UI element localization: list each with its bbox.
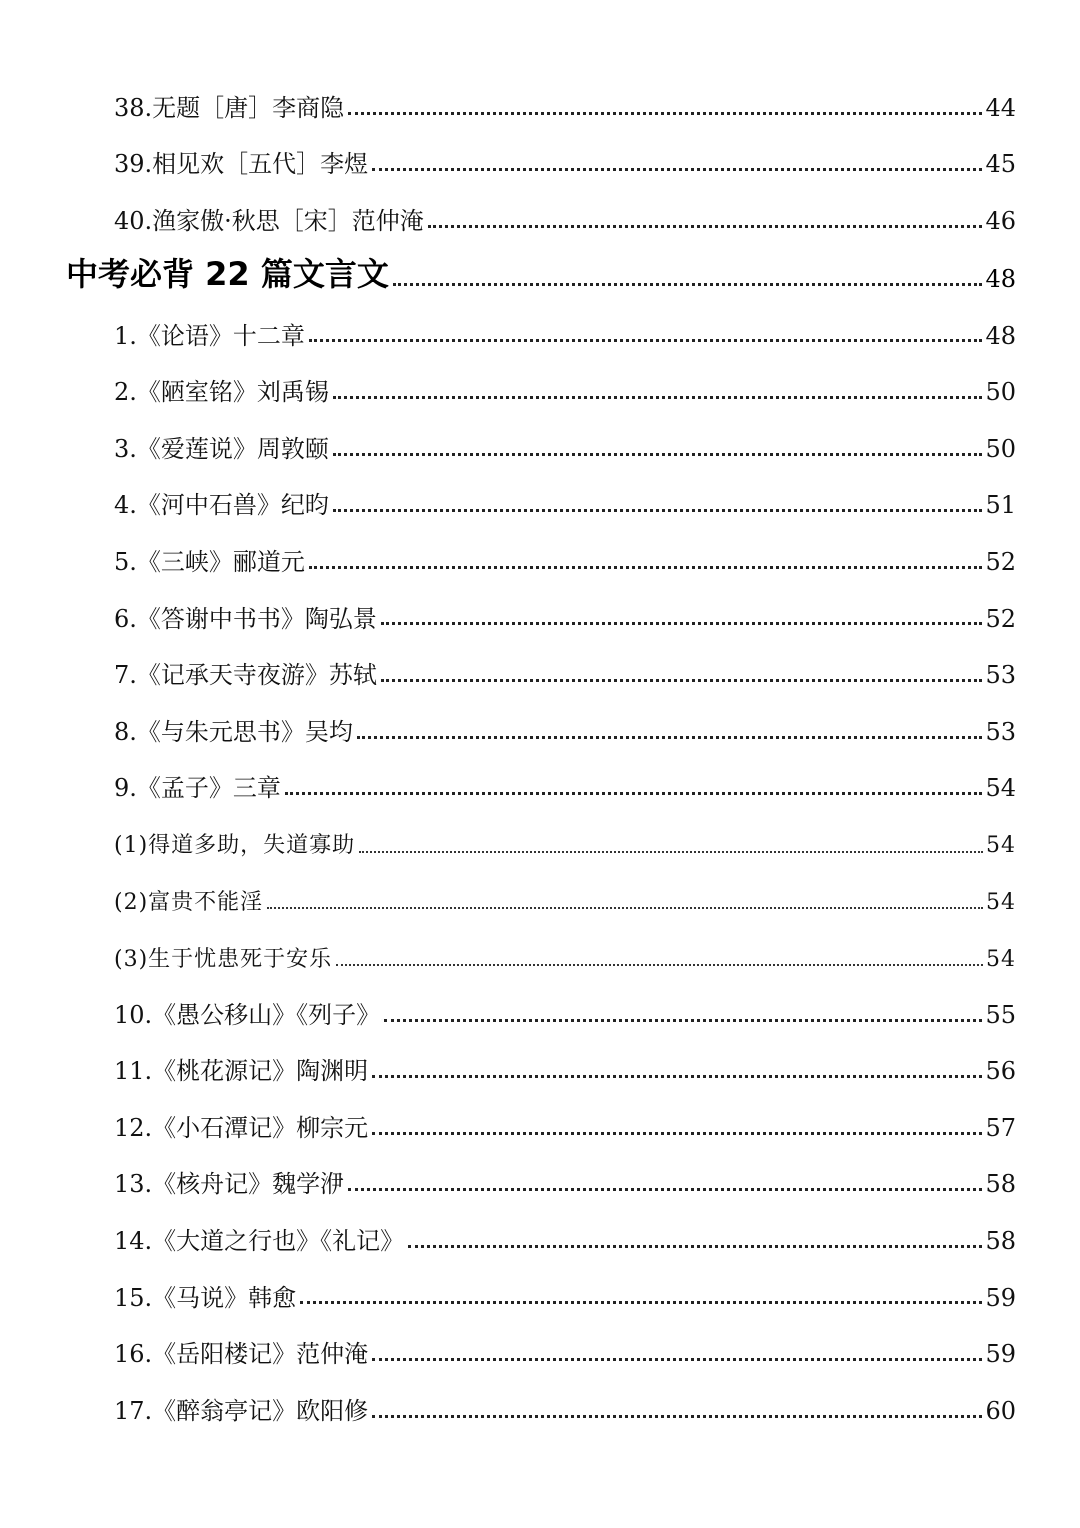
dot-leader <box>372 1132 982 1135</box>
dot-leader <box>300 1301 982 1304</box>
toc-entry-title: 13.《核舟记》魏学洢 <box>114 1170 345 1199</box>
toc-entry[interactable] <box>0 407 1080 464</box>
toc-entry-page: 51 <box>985 491 1016 520</box>
toc-entry[interactable] <box>0 577 1080 634</box>
toc-entry[interactable] <box>0 1086 1080 1143</box>
toc-entry-page: 46 <box>985 206 1016 235</box>
toc-entry-title: 2.《陋室铭》刘禹锡 <box>114 378 329 407</box>
toc-subentry-title: (1)得道多助，失道寡助 <box>114 833 356 859</box>
toc-entry-title: 14.《大道之行也》《礼记》 <box>114 1227 405 1256</box>
toc-entry-page: 59 <box>985 1340 1016 1369</box>
toc-entry-title: 40.渔家傲·秋思［宋］范仲淹 <box>114 206 424 235</box>
toc-entry[interactable] <box>0 179 1080 236</box>
dot-leader <box>336 964 983 966</box>
toc-entry-page: 56 <box>985 1057 1016 1086</box>
toc-entry[interactable] <box>0 123 1080 180</box>
toc-entry-page: 48 <box>985 321 1016 350</box>
toc-entry-title: 15.《马说》韩愈 <box>114 1283 297 1312</box>
toc-entry[interactable] <box>0 294 1080 351</box>
toc-entry-title: 39.相见欢［五代］李煜 <box>114 150 369 179</box>
toc-subentry-page: 54 <box>986 946 1016 972</box>
dot-leader <box>357 736 983 739</box>
toc-entry-page: 44 <box>985 93 1016 122</box>
dot-leader <box>381 622 983 625</box>
table-of-contents <box>0 66 1080 1426</box>
toc-entry[interactable] <box>0 1199 1080 1256</box>
toc-entry[interactable] <box>0 973 1080 1030</box>
toc-entry-title: 9.《孟子》三章 <box>114 774 281 803</box>
dot-leader <box>267 907 983 909</box>
toc-entry-page: 60 <box>985 1396 1016 1425</box>
toc-entry-title: 5.《三峡》郦道元 <box>114 547 305 576</box>
dot-leader <box>384 1019 982 1022</box>
dot-leader <box>333 509 983 512</box>
toc-entry-page: 50 <box>985 378 1016 407</box>
dot-leader <box>393 283 983 286</box>
toc-entry-page: 54 <box>985 774 1016 803</box>
dot-leader <box>348 112 982 115</box>
toc-entry-title: 12.《小石潭记》柳宗元 <box>114 1113 369 1142</box>
toc-entry-page: 57 <box>985 1113 1016 1142</box>
toc-subentry-title: (2)富贵不能淫 <box>114 889 264 915</box>
dot-leader <box>285 792 983 795</box>
dot-leader <box>372 1415 982 1418</box>
toc-entry[interactable] <box>0 747 1080 804</box>
dot-leader <box>348 1188 982 1191</box>
toc-entry-title: 10.《愚公移山》《列子》 <box>114 1000 381 1029</box>
toc-entry-page: 52 <box>985 604 1016 633</box>
toc-entry[interactable] <box>0 464 1080 521</box>
toc-subentry[interactable] <box>0 916 1080 973</box>
toc-entry[interactable] <box>0 66 1080 123</box>
toc-subentry[interactable] <box>0 860 1080 917</box>
toc-entry-page: 58 <box>985 1227 1016 1256</box>
dot-leader <box>359 851 983 853</box>
toc-entry[interactable] <box>0 520 1080 577</box>
toc-entry-page: 59 <box>985 1283 1016 1312</box>
toc-entry[interactable] <box>0 1369 1080 1426</box>
toc-entry-page: 53 <box>985 661 1016 690</box>
dot-leader <box>333 453 983 456</box>
dot-leader <box>309 339 983 342</box>
toc-entry-page: 52 <box>985 547 1016 576</box>
toc-entry[interactable] <box>0 350 1080 407</box>
toc-entry-page: 50 <box>985 434 1016 463</box>
toc-entry-title: 38.无题［唐］李商隐 <box>114 93 345 122</box>
dot-leader <box>372 168 982 171</box>
toc-entry-page: 58 <box>985 1170 1016 1199</box>
toc-entry-title: 4.《河中石兽》纪昀 <box>114 491 329 520</box>
toc-subentry[interactable] <box>0 803 1080 860</box>
toc-entry[interactable] <box>0 690 1080 747</box>
dot-leader <box>381 679 983 682</box>
toc-entry-title: 3.《爱莲说》周敦颐 <box>114 434 329 463</box>
toc-entry-page: 55 <box>985 1000 1016 1029</box>
toc-entry[interactable] <box>0 1030 1080 1087</box>
toc-entry-page: 53 <box>985 717 1016 746</box>
dot-leader <box>372 1358 982 1361</box>
dot-leader <box>309 566 983 569</box>
toc-subentry-title: (3)生于忧患死于安乐 <box>114 946 333 972</box>
toc-section-title: 中考必背 22 篇文言文 <box>66 255 389 294</box>
toc-subentry-page: 54 <box>986 833 1016 859</box>
toc-entry-title: 8.《与朱元思书》吴均 <box>114 717 353 746</box>
toc-entry-title: 7.《记承天寺夜游》苏轼 <box>114 661 377 690</box>
dot-leader <box>333 396 983 399</box>
toc-entry[interactable] <box>0 1256 1080 1313</box>
toc-entry[interactable] <box>0 633 1080 690</box>
toc-subentry-page: 54 <box>986 889 1016 915</box>
toc-entry-title: 6.《答谢中书书》陶弘景 <box>114 604 377 633</box>
toc-entry-title: 1.《论语》十二章 <box>114 321 305 350</box>
toc-entry-title: 17.《醉翁亭记》欧阳修 <box>114 1396 369 1425</box>
dot-leader <box>408 1245 982 1248</box>
toc-entry-title: 16.《岳阳楼记》范仲淹 <box>114 1340 369 1369</box>
toc-entry-title: 11.《桃花源记》陶渊明 <box>114 1057 369 1086</box>
toc-section-heading[interactable] <box>0 236 1080 294</box>
dot-leader <box>372 1075 982 1078</box>
dot-leader <box>428 225 983 228</box>
toc-entry-page: 45 <box>985 150 1016 179</box>
toc-section-page: 48 <box>985 264 1016 293</box>
toc-entry[interactable] <box>0 1312 1080 1369</box>
toc-entry[interactable] <box>0 1143 1080 1200</box>
